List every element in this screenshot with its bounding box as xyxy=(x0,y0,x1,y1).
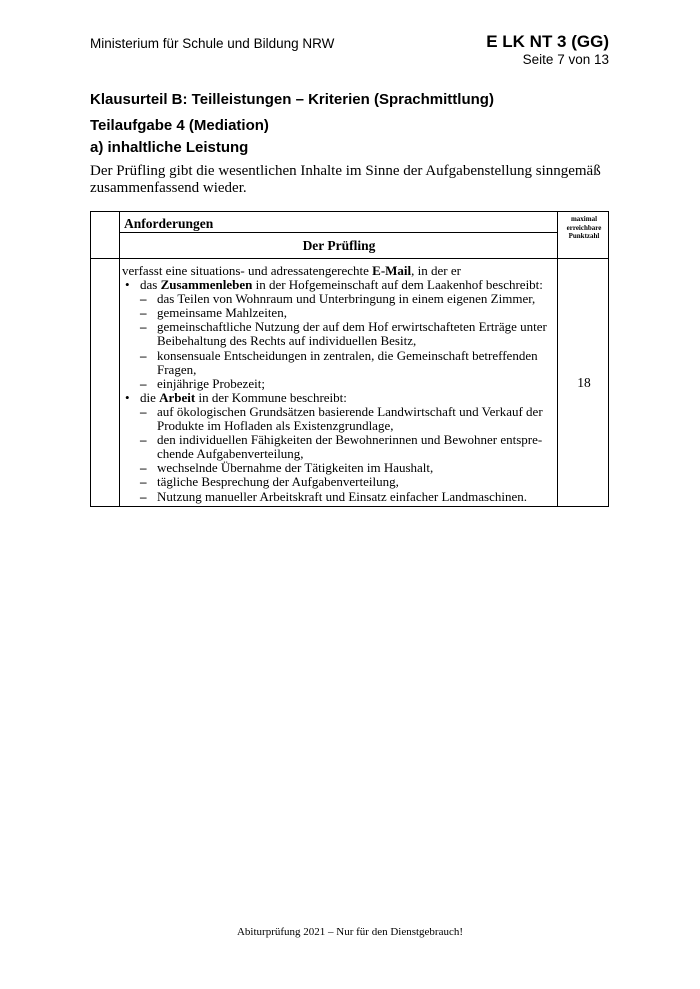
dash-icon: – xyxy=(140,488,147,504)
column-header-requirements: Anforderungen xyxy=(124,216,214,231)
sub-item-text: den individuellen Fähigkeiten der Bewohnerinnen und Bewohner entspre- xyxy=(157,432,543,448)
dash-icon: – xyxy=(140,375,147,391)
sub-item-text: konsensuale Entscheidungen in zentralen, die Gemeinschaft betreffenden xyxy=(157,347,538,363)
exam-code: E LK NT 3 (GG) xyxy=(486,32,609,51)
task-title: Teilaufgabe 4 (Mediation) xyxy=(90,117,269,134)
sub-item xyxy=(122,306,558,320)
sub-item xyxy=(122,475,558,489)
dash-icon: – xyxy=(140,403,147,419)
bullet-item xyxy=(122,391,558,405)
sub-item xyxy=(122,320,558,348)
sub-item xyxy=(122,433,558,461)
sub-item-text: chende Aufgabenverteilung, xyxy=(157,446,304,462)
sub-item-text: Beibehaltung des Rechts auf individuellen Besitz, xyxy=(157,333,417,349)
requirements-content xyxy=(122,264,558,504)
sub-item-text: tägliche Besprechung der Aufgabenverteilung, xyxy=(157,474,399,490)
points-value: 18 xyxy=(577,375,591,390)
column-header-points: maximal erreichbare Punktzahl xyxy=(566,215,602,240)
sub-item xyxy=(122,405,558,433)
bullet-text: in der Kommune beschreibt: xyxy=(195,389,347,405)
sub-item-text: gemeinschaftliche Nutzung der auf dem Hof erwirtschafteten Erträge unter xyxy=(157,319,547,335)
bullet-item xyxy=(122,278,558,292)
dash-icon: – xyxy=(140,305,147,321)
dash-icon: – xyxy=(140,347,147,363)
requirement-intro-keyword: E-Mail xyxy=(372,263,412,278)
requirements-table xyxy=(90,211,609,507)
sub-item xyxy=(122,292,558,306)
section-title: Klausurteil B: Teilleistungen – Kriterien (Sprachmittlung) xyxy=(90,91,494,108)
bullet-text: in der Hofgemeinschaft auf dem Laakenhof beschreibt: xyxy=(252,277,543,293)
sub-item-text: gemeinsame Mahlzeiten, xyxy=(157,305,287,321)
dash-icon: – xyxy=(140,460,147,476)
dash-icon: – xyxy=(140,474,147,490)
bullet-icon: • xyxy=(125,277,130,293)
header-ministry: Ministerium für Schule und Bildung NRW xyxy=(90,36,335,51)
bullet-text: die xyxy=(140,389,160,405)
sub-item-text: Nutzung manueller Arbeitskraft und Einsatz einfacher Landmaschinen. xyxy=(157,488,528,504)
table-divider xyxy=(120,232,557,233)
footer: Abiturprüfung 2021 – Nur für den Dienstgebrauch! xyxy=(236,926,464,938)
sub-item xyxy=(122,461,558,475)
bullet-icon: • xyxy=(125,389,130,405)
bullet-keyword: Arbeit xyxy=(159,389,196,405)
table-divider xyxy=(91,258,608,259)
requirement-intro-text: verfasst eine situations- und adressatengerechte xyxy=(122,263,373,278)
sub-item-text: einjährige Probezeit; xyxy=(157,375,265,391)
sub-item-text: wechselnde Übernahme der Tätigkeiten im Haushalt, xyxy=(157,460,434,476)
sub-item xyxy=(122,349,558,377)
sub-item-text: Fragen, xyxy=(157,361,197,377)
sub-item-text: auf ökologischen Grundsätzen basierende Landwirtschaft und Verkauf der xyxy=(157,403,543,419)
table-divider xyxy=(119,212,120,506)
sub-item xyxy=(122,490,558,504)
subject-header: Der Prüfling xyxy=(302,238,376,253)
sub-item-text: Produkte im Hofladen als Existenzgrundlage, xyxy=(157,418,394,434)
sub-item-text: das Teilen von Wohnraum und Unterbringung in einem eigenen Zimmer, xyxy=(157,291,536,307)
requirement-intro-text: , in der er xyxy=(411,263,461,278)
bullet-keyword: Zusammenleben xyxy=(160,277,253,293)
dash-icon: – xyxy=(140,319,147,335)
dash-icon: – xyxy=(140,291,147,307)
intro-text: Der Prüfling gibt die wesentlichen Inhalte im Sinne der Aufgabenstellung sinngemäß zusammenfassend wieder. xyxy=(90,163,601,196)
dash-icon: – xyxy=(140,432,147,448)
page-info: Seite 7 von 13 xyxy=(522,52,609,67)
bullet-text: das xyxy=(140,277,161,293)
sub-title: a) inhaltliche Leistung xyxy=(90,139,249,156)
requirement-intro xyxy=(122,264,558,278)
sub-item xyxy=(122,377,558,391)
